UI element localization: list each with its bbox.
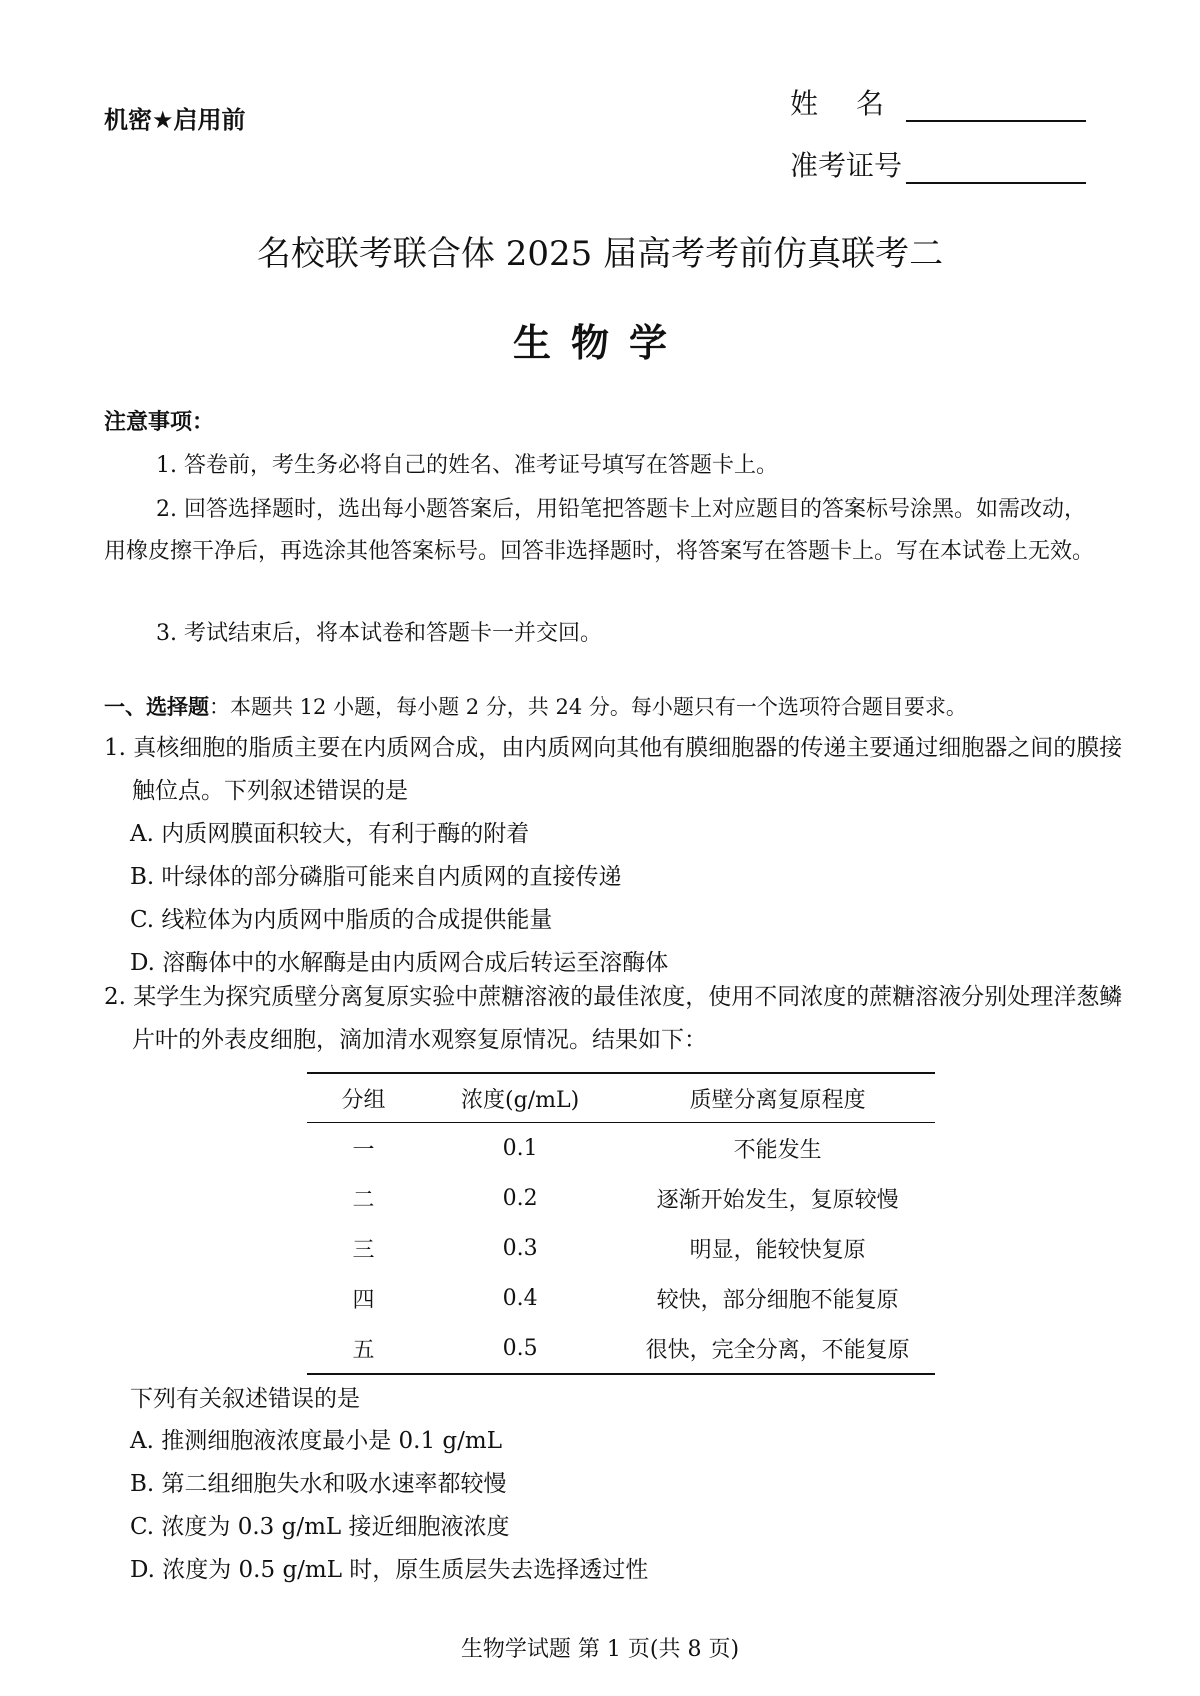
notice-title: 注意事项： [104, 410, 215, 435]
question-2-stem: 2. 某学生为探究质壁分离复原实验中蔗糖溶液的最佳浓度，使用不同浓度的蔗糖溶液分别处理洋葱鳞片叶的外表皮细胞，滴加清水观察复原情况。结果如下： [104, 984, 1123, 1053]
confidential-label: 机密★启用前 [104, 106, 246, 134]
table-row [307, 1223, 935, 1273]
table-cell: 很快，完全分离，不能复原 [645, 1337, 910, 1363]
question-2-option-b: B. 第二组细胞失水和吸水速率都较慢 [130, 1471, 507, 1497]
exam-id-label: 准考证号 [790, 149, 903, 182]
table-header-recovery: 质壁分离复原程度 [620, 1073, 935, 1123]
table-cell: 二 [352, 1187, 375, 1213]
question-1-stem: 1. 真核细胞的脂质主要在内质网合成，由内质网向其他有膜细胞器的传递主要通过细胞器之间的膜接触位点。下列叙述错误的是 [104, 735, 1123, 804]
table-cell: 明显，能较快复原 [689, 1237, 866, 1263]
name-field [790, 82, 1086, 122]
table-cell: 较快，部分细胞不能复原 [656, 1287, 899, 1313]
table-row [307, 1123, 935, 1174]
page-footer: 生物学试题 第 1 页(共 8 页) [460, 1637, 740, 1662]
subject-title: 生物学 [512, 321, 687, 365]
results-table [307, 1072, 935, 1375]
question-2-prompt: 下列有关叙述错误的是 [130, 1386, 360, 1412]
table-row [307, 1273, 935, 1323]
question-2-option-c: C. 浓度为 0.3 g/mL 接近细胞液浓度 [130, 1514, 510, 1540]
exam-title: 名校联考联合体 2025 届高考考前仿真联考二 [256, 234, 944, 274]
table-cell: 一 [352, 1137, 375, 1163]
exam-id-field [790, 144, 1086, 184]
section-description: ：本题共 12 小题，每小题 2 分，共 24 分。每小题只有一个选项符合题目要求。 [209, 695, 967, 719]
notice-item-1: 1. 答卷前，考生务必将自己的姓名、准考证号填写在答题卡上。 [156, 453, 778, 478]
table-cell: 0.4 [502, 1285, 538, 1311]
question-1-option-b: B. 叶绿体的部分磷脂可能来自内质网的直接传递 [130, 864, 622, 890]
question-2-option-a: A. 推测细胞液浓度最小是 0.1 g/mL [130, 1428, 502, 1454]
table-header-row [307, 1073, 935, 1123]
name-label: 姓名 [790, 87, 923, 120]
question-1-option-c: C. 线粒体为内质网中脂质的合成提供能量 [130, 907, 553, 933]
table-cell: 不能发生 [733, 1137, 822, 1163]
section-title: 一、选择题 [104, 695, 209, 719]
table-cell: 0.5 [502, 1335, 538, 1361]
table-row [307, 1173, 935, 1223]
notice-item-3: 3. 考试结束后，将本试卷和答题卡一并交回。 [156, 621, 602, 646]
table-cell: 0.3 [502, 1235, 538, 1261]
question-1-option-d: D. 溶酶体中的水解酶是由内质网合成后转运至溶酶体 [130, 950, 669, 976]
table-cell: 0.2 [502, 1185, 538, 1211]
table-header-concentration: 浓度(g/mL) [420, 1073, 620, 1123]
table-cell: 三 [352, 1237, 375, 1263]
exam-id-blank-line[interactable] [906, 154, 1086, 184]
question-1-option-a: A. 内质网膜面积较大，有利于酶的附着 [130, 821, 530, 847]
question-2-option-d: D. 浓度为 0.5 g/mL 时，原生质层失去选择透过性 [130, 1557, 649, 1583]
table-cell: 五 [352, 1337, 375, 1363]
notice-item-2: 2. 回答选择题时，选出每小题答案后，用铅笔把答题卡上对应题目的答案标号涂黑。如需改动，用橡皮擦干净后，再选涂其他答案标号。回答非选择题时，将答案写在答题卡上。写在本试卷上无效。 [104, 497, 1095, 564]
table-cell: 逐渐开始发生，复原较慢 [656, 1187, 899, 1213]
table-row [307, 1323, 935, 1374]
table-cell: 0.1 [502, 1135, 538, 1161]
name-blank-line[interactable] [906, 92, 1086, 122]
section-heading [104, 686, 1100, 728]
table-cell: 四 [352, 1287, 375, 1313]
table-header-group: 分组 [307, 1073, 420, 1123]
